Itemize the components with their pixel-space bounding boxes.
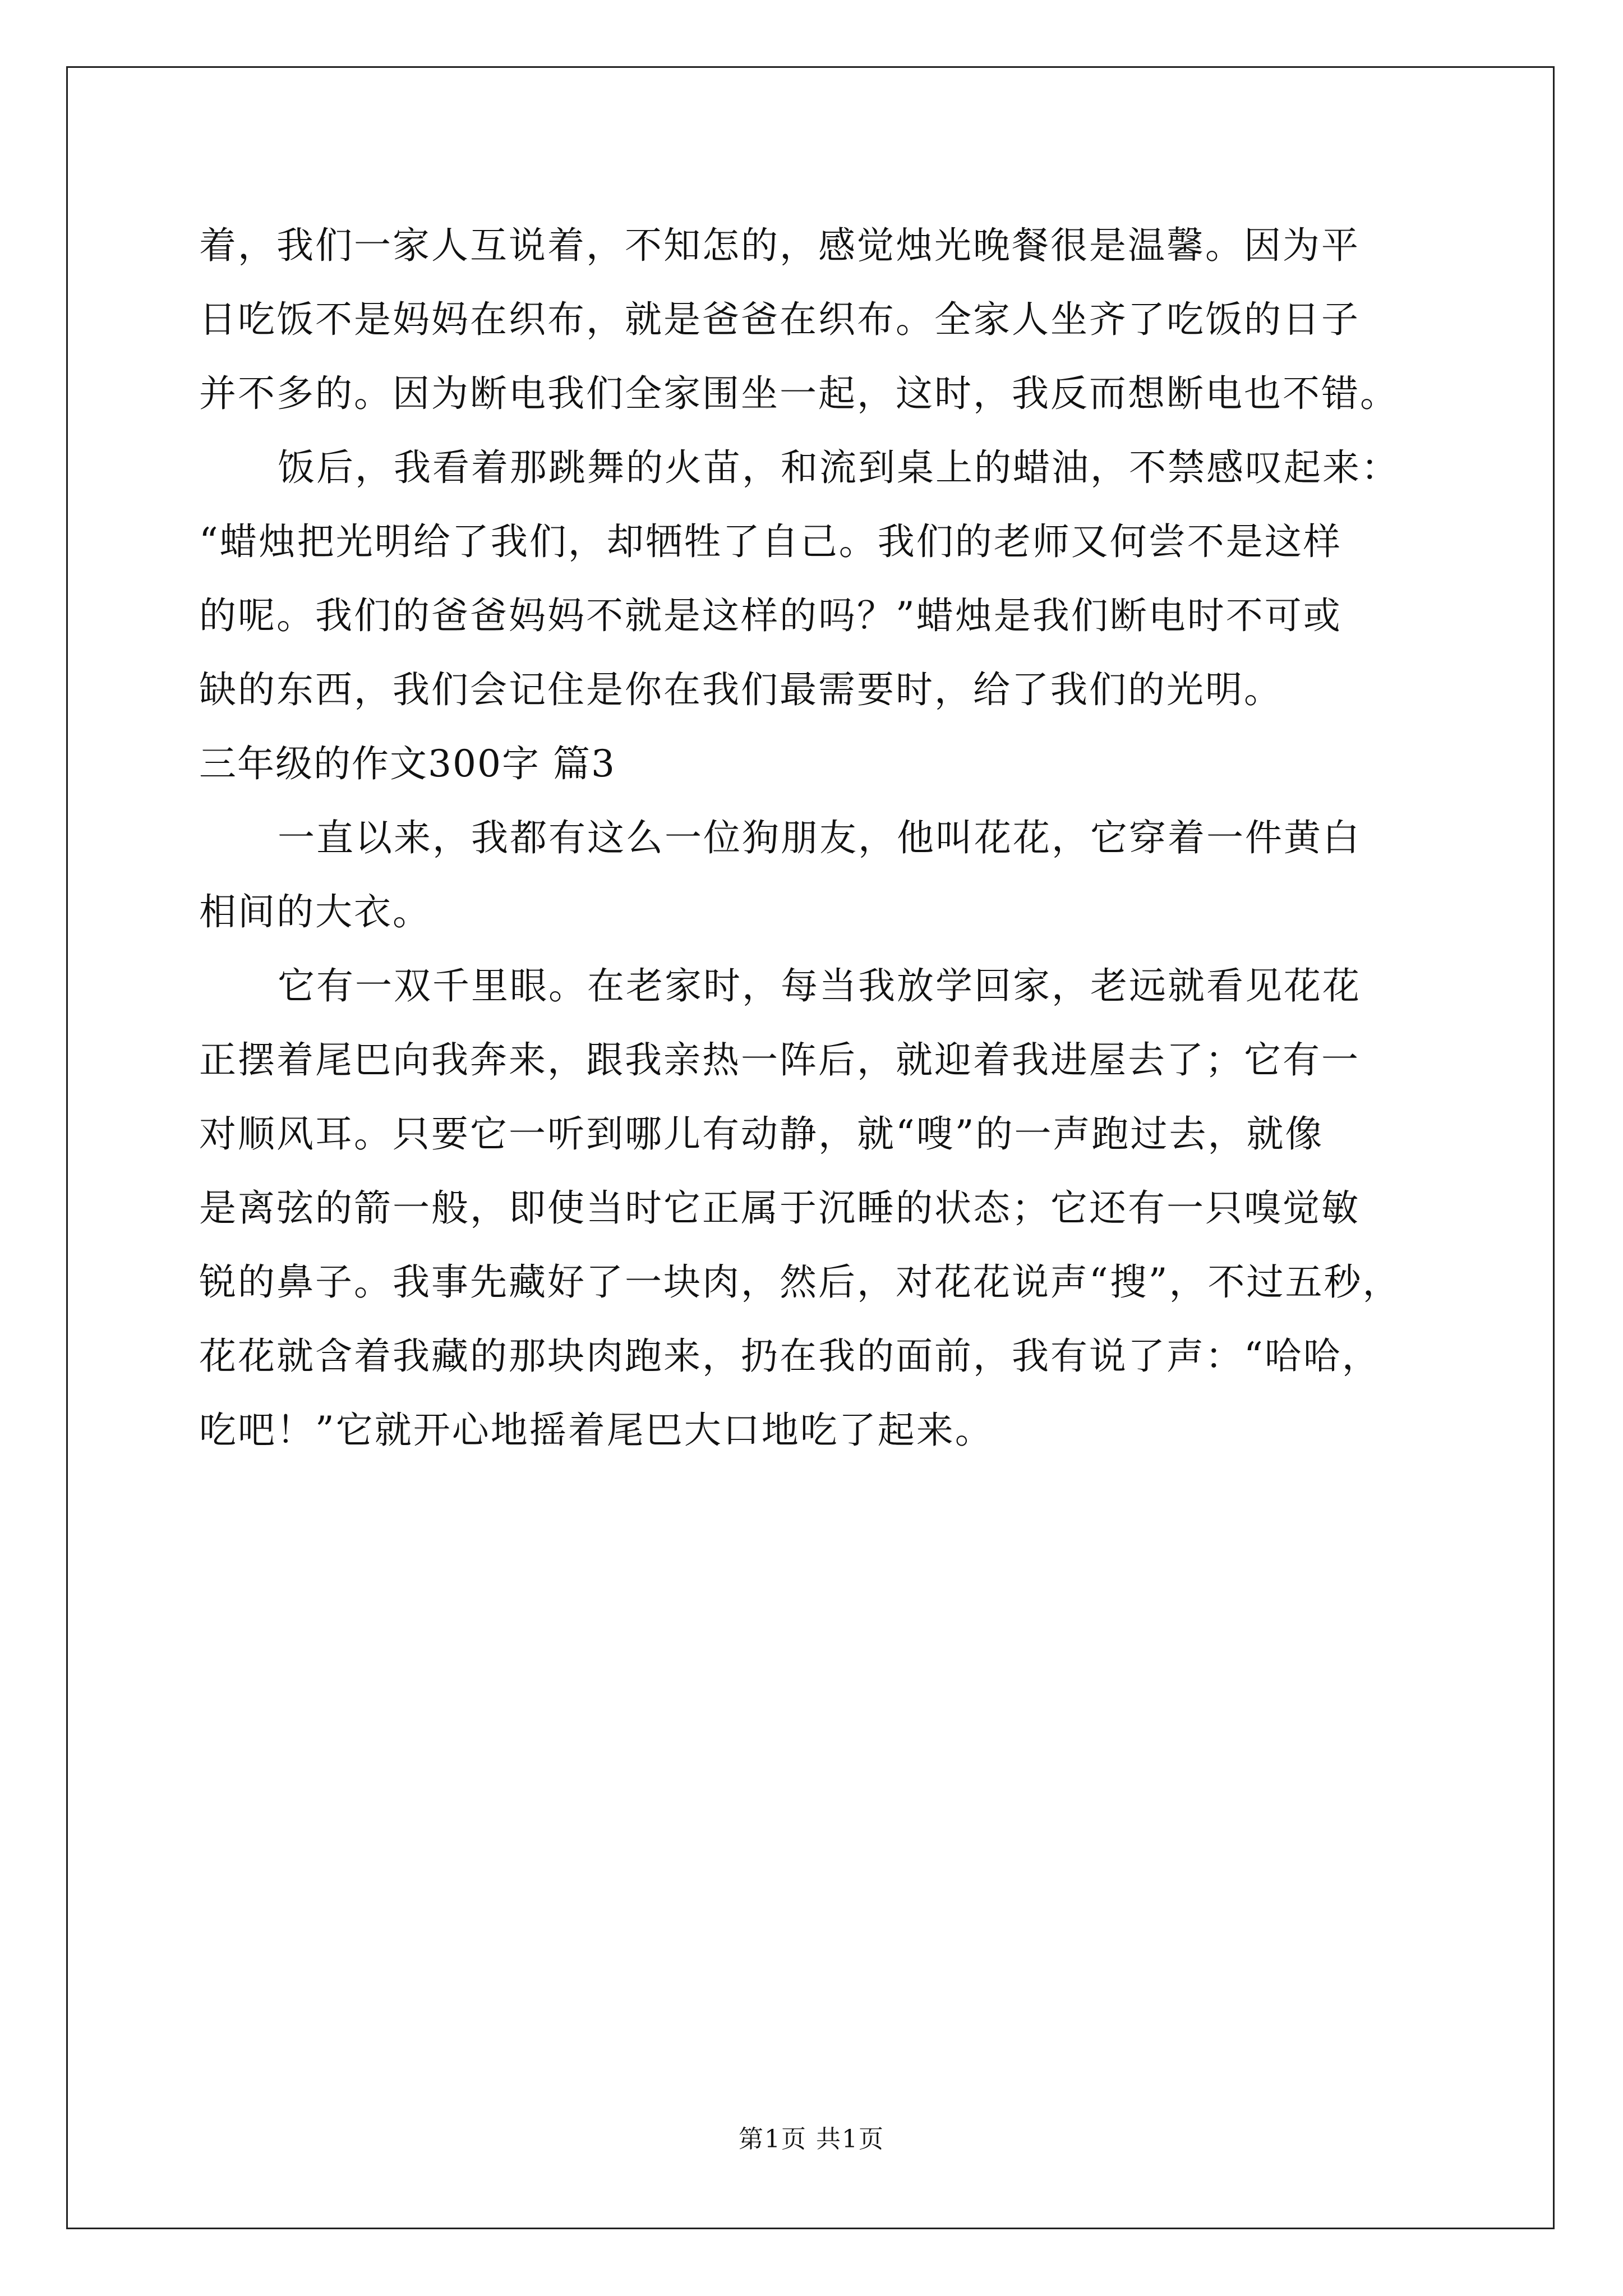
document-body [199,209,1427,1467]
text-line: 着，我们一家人互说着，不知怎的，感觉烛光晚餐很是温馨。因为平 [199,224,1360,267]
section-heading: 三年级的作文300字 篇3 [199,742,616,785]
text-line: 对顺风耳。只要它一听到哪儿有动静，就“嗖”的一声跑过去，就像 [199,1112,1324,1156]
text-line: 并不多的。因为断电我们全家围坐一起，这时，我反而想断电也不错。 [199,372,1399,415]
page-number: 第1页 共1页 [739,2125,884,2154]
text-line: 它有一双千里眼。在老家时，每当我放学回家，老远就看见花花 [278,964,1361,1007]
text-line: 相间的大衣。 [199,890,431,933]
paragraph [199,801,1427,949]
text-line: 缺的东西，我们会记住是你在我们最需要时，给了我们的光明。 [199,668,1283,711]
text-line: 是离弦的箭一般，即使当时它正属于沉睡的状态；它还有一只嗅觉敏 [199,1186,1360,1230]
text-line: 的呢。我们的爸爸妈妈不就是这样的吗？”蜡烛是我们断电时不可或 [199,594,1342,637]
text-line: 饭后，我看着那跳舞的火苗，和流到桌上的蜡油，不禁感叹起来： [278,446,1400,489]
text-line: “蜡烛把光明给了我们，却牺牲了自己。我们的老师又何尝不是这样 [199,520,1342,563]
text-line: 一直以来，我都有这么一位狗朋友，他叫花花，它穿着一件黄白 [278,816,1361,859]
paragraph [199,209,1427,431]
paragraph [199,949,1427,1467]
text-line: 锐的鼻子。我事先藏好了一块肉，然后，对花花说声“搜”，不过五秒， [199,1260,1401,1304]
text-line: 正摆着尾巴向我奔来，跟我亲热一阵后，就迎着我进屋去了；它有一 [199,1038,1360,1082]
text-line: 花花就含着我藏的那块肉跑来，扔在我的面前，我有说了声：“哈哈， [199,1335,1381,1378]
text-line: 日吃饭不是妈妈在织布，就是爸爸在织布。全家人坐齐了吃饭的日子 [199,298,1360,341]
text-line: 吃吧！”它就开心地摇着尾巴大口地吃了起来。 [199,1409,994,1452]
paragraph [199,431,1427,727]
